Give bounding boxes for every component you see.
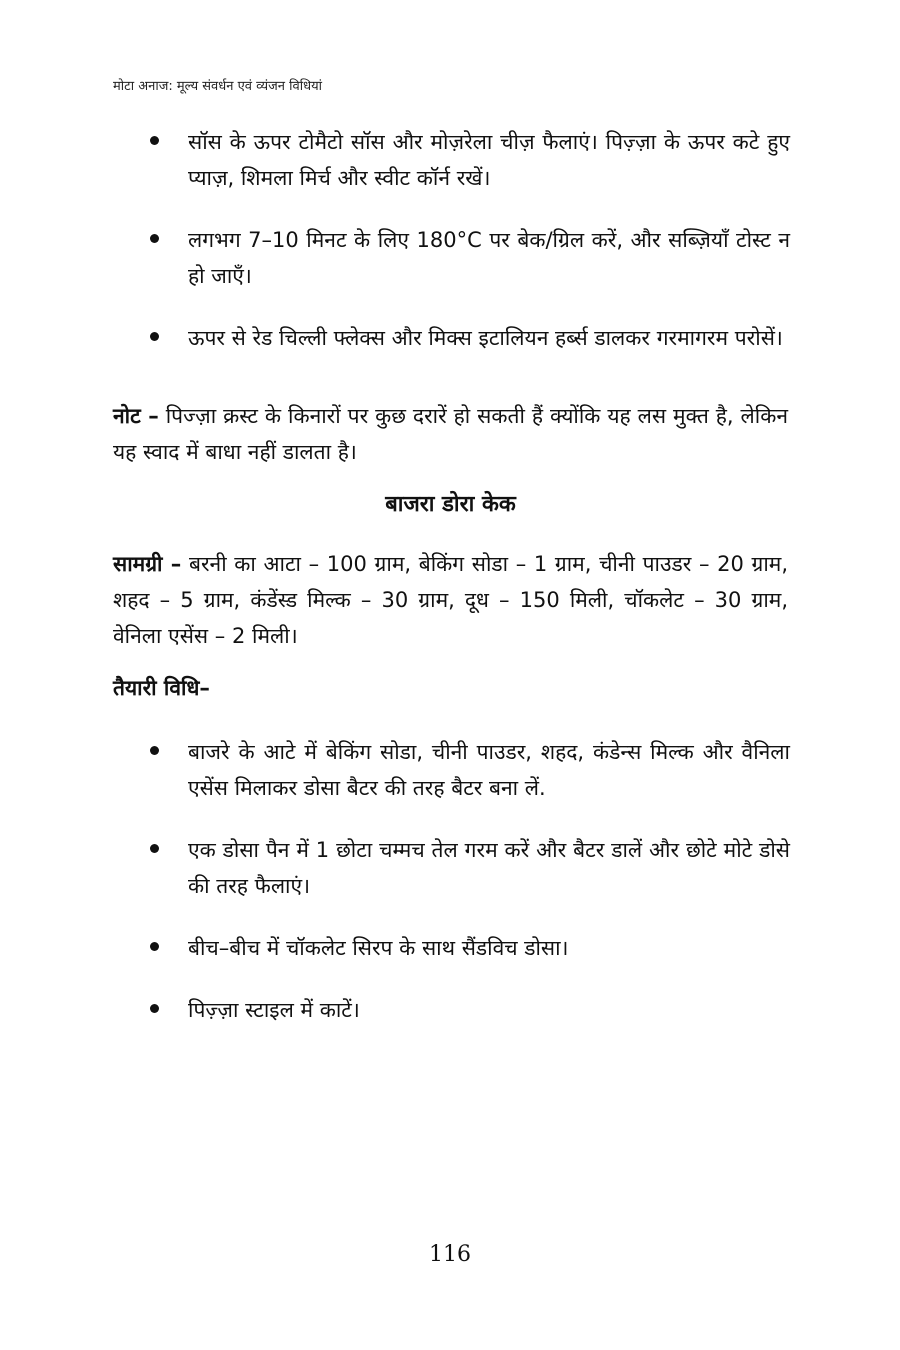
bullet-icon — [150, 332, 159, 341]
list-item — [150, 124, 790, 196]
bullet-icon — [150, 942, 159, 951]
running-header: मोटा अनाज: मूल्य संवर्धन एवं व्यंजन विधियां — [113, 79, 323, 94]
list-item — [150, 734, 790, 806]
method-heading: तैयारी विधि– — [113, 676, 210, 700]
step-text: सॉस के ऊपर टोमैटो सॉस और मोज़रेला चीज़ फैलाएं। पिज़्ज़ा के ऊपर कटे हुए प्याज़, शिमला मिर्च और स्वीट कॉर्न रखें। — [188, 130, 790, 190]
note-paragraph — [113, 398, 788, 470]
bullet-icon — [150, 1004, 159, 1013]
step-text: पिज़्ज़ा स्टाइल में काटें। — [188, 998, 360, 1022]
ingredients-paragraph — [113, 546, 788, 654]
list-item — [150, 222, 790, 294]
bullet-icon — [150, 844, 159, 853]
recipe-steps — [150, 734, 790, 1054]
ingredients-text: बरनी का आटा – 100 ग्राम, बेकिंग सोडा – 1 ग्राम, चीनी पाउडर – 20 ग्राम, शहद – 5 ग्राम, कंडेंस्ड मिल्क – 30 ग्राम, दूध – 150 मिली, चॉकलेट – 30 ग्राम, वेनिला एसेंस – 2 मिली। — [113, 552, 789, 648]
page-number: 116 — [429, 1242, 471, 1267]
bullet-icon — [150, 234, 159, 243]
step-text: लगभग 7–10 मिनट के लिए 180°C पर बेक/ग्रिल करें, और सब्ज़ियाँ टोस्ट न हो जाएँ। — [188, 228, 790, 288]
step-text: एक डोसा पैन में 1 छोटा चम्मच तेल गरम करें और बैटर डालें और छोटे मोटे डोसे की तरह फैलाएं। — [188, 838, 790, 898]
previous-recipe-steps — [150, 124, 790, 382]
list-item — [150, 992, 790, 1028]
list-item — [150, 930, 790, 966]
step-text: बीच–बीच में चॉकलेट सिरप के साथ सैंडविच डोसा। — [188, 936, 569, 960]
recipe-title: बाजरा डोरा केक — [385, 492, 516, 517]
step-text: ऊपर से रेड चिल्ली फ्लेक्स और मिक्स इटालियन हर्ब्स डालकर गरमागरम परोसें। — [188, 326, 783, 350]
note-text: पिज्ज़ा क्रस्ट के किनारों पर कुछ दरारें हो सकती हैं क्योंकि यह लस मुक्त है, लेकिन यह स्वाद में बाधा नहीं डालता है। — [113, 404, 788, 464]
step-text: बाजरे के आटे में बेकिंग सोडा, चीनी पाउडर, शहद, कंडेन्स मिल्क और वैनिला एसेंस मिलाकर डोसा बैटर की तरह बैटर बना लें. — [188, 740, 790, 800]
ingredients-label: सामग्री – — [113, 552, 182, 576]
list-item — [150, 832, 790, 904]
bullet-icon — [150, 136, 159, 145]
list-item — [150, 320, 790, 356]
bullet-icon — [150, 746, 159, 755]
note-label: नोट – — [113, 404, 159, 428]
